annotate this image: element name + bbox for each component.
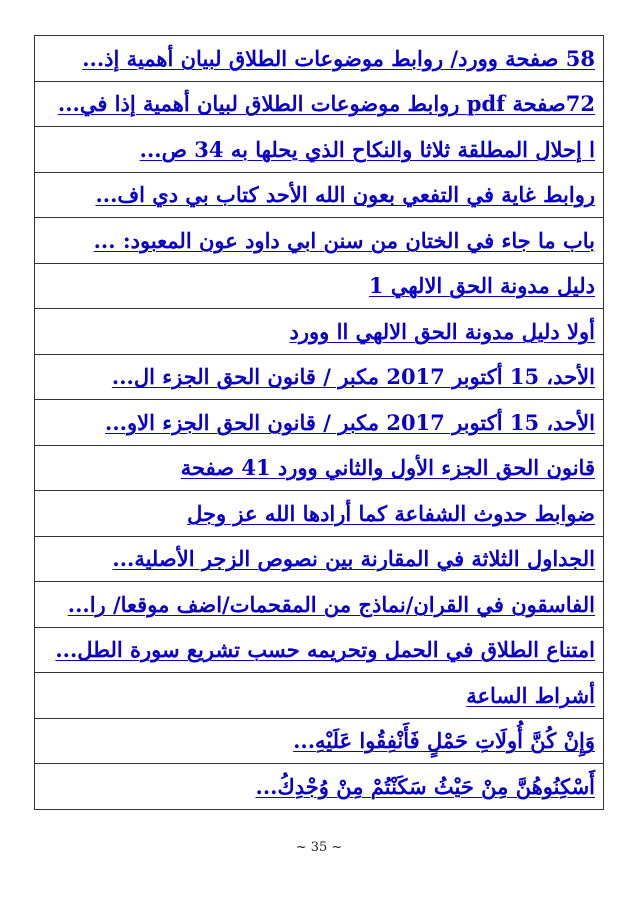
table-row: [35, 263, 604, 309]
entry-link-15[interactable]: أشراط الساعة: [466, 682, 595, 708]
table-cell: [35, 582, 604, 628]
table-row: [35, 445, 604, 491]
table-cell: [35, 718, 604, 764]
table-cell: [35, 536, 604, 582]
table-cell: [35, 627, 604, 673]
table-row: [35, 491, 604, 537]
table-row: [35, 536, 604, 582]
entry-link-17[interactable]: أَسْكِنُوهُنَّ مِنْ حَيْثُ سَكَنْتُمْ مِنْ وُجْدِكُ...: [255, 773, 595, 799]
entry-link-14[interactable]: امتناع الطلاق في الحمل وتحريمه حسب تشريع سورة الطل...: [55, 637, 595, 663]
table-row: [35, 718, 604, 764]
table-cell: [35, 400, 604, 446]
table-cell: [35, 309, 604, 355]
entry-link-13[interactable]: الفاسقون في القران/نماذج من المقحمات/اضف موقعا/ را...: [67, 591, 595, 617]
table-cell: [35, 172, 604, 218]
entry-link-8[interactable]: الأحد، 15 أكتوبر 2017 مكبر / قانون الحق الجزء ال...: [111, 364, 595, 390]
table-row: [35, 673, 604, 719]
entry-link-7[interactable]: أولا دليل مدونة الحق الالهي اا وورد: [289, 318, 595, 344]
entry-link-12[interactable]: الجداول الثلاثة في المقارنة بين نصوص الزجر الأصلية...: [112, 546, 595, 572]
table-cell: [35, 491, 604, 537]
table-row: [35, 764, 604, 810]
table-cell: [35, 764, 604, 810]
entry-link-2[interactable]: 72صفحة pdf روابط موضوعات الطلاق لبيان أهمية إذا في...: [57, 91, 595, 117]
table-cell: [35, 673, 604, 719]
entry-link-5[interactable]: باب ما جاء في الختان من سنن ابي داود عون المعبود: ...: [93, 227, 595, 253]
entry-link-10[interactable]: قانون الحق الجزء الأول والثاني وورد 41 صفحة: [180, 455, 595, 481]
links-table: [34, 35, 604, 810]
table-cell: [35, 218, 604, 264]
entry-link-6[interactable]: دليل مدونة الحق الالهي 1: [368, 273, 595, 299]
table-row: [35, 36, 604, 82]
table-cell: [35, 81, 604, 127]
entry-link-1[interactable]: 58 صفحة وورد/ روابط موضوعات الطلاق لبيان أهمية إذ...: [82, 45, 595, 71]
table-row: [35, 127, 604, 173]
entry-link-16[interactable]: وَإِنْ كُنَّ أُولَاتِ حَمْلٍ فَأَنْفِقُوا عَلَيْهِ...: [293, 728, 595, 754]
table-row: [35, 354, 604, 400]
table-row: [35, 582, 604, 628]
entry-link-3[interactable]: ا إحلال المطلقة ثلاثا والنكاح الذي يحلها به 34 ص...: [139, 136, 595, 162]
table-cell: [35, 36, 604, 82]
entry-link-11[interactable]: ضوابط حدوث الشفاعة كما أرادها الله عز وجل: [187, 500, 595, 526]
table-cell: [35, 127, 604, 173]
entry-link-4[interactable]: روابط غاية في التفعي بعون الله الأحد كتاب بي دي اف...: [95, 182, 595, 208]
table-row: [35, 218, 604, 264]
page-number: ~ 35 ~: [295, 840, 343, 855]
table-row: [35, 309, 604, 355]
table-cell: [35, 263, 604, 309]
table-row: [35, 172, 604, 218]
entry-link-9[interactable]: الأحد، 15 أكتوبر 2017 مكبر / قانون الحق الجزء الاو...: [105, 409, 595, 435]
table-row: [35, 81, 604, 127]
table-cell: [35, 354, 604, 400]
table-cell: [35, 445, 604, 491]
table-row: [35, 400, 604, 446]
table-row: [35, 627, 604, 673]
